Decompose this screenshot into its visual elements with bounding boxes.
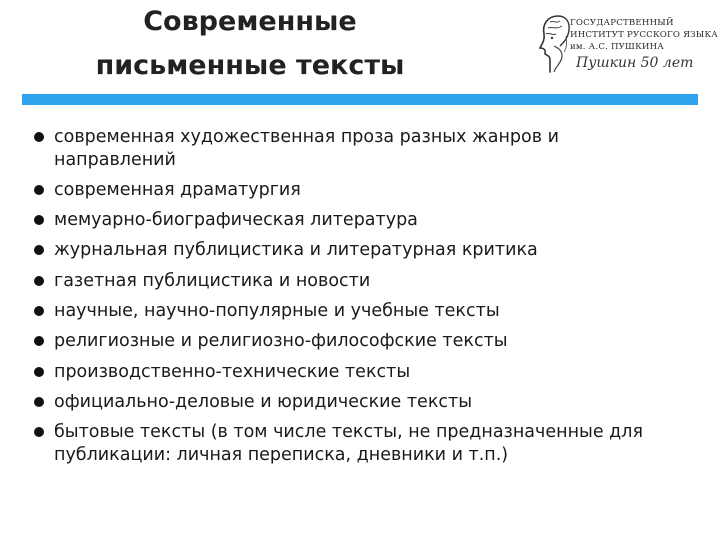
bullet-icon (34, 276, 44, 286)
bullet-list (34, 126, 684, 474)
logo-signature: Пушкин 50 лет (576, 55, 694, 71)
list-item (34, 179, 684, 202)
title-line-2: письменные тексты (95, 50, 405, 81)
logo-line-1: ГОСУДАРСТВЕННЫЙ (570, 18, 674, 28)
list-item (34, 421, 684, 466)
list-item (34, 270, 684, 293)
list-item-text: бытовые тексты (в том числе тексты, не предназначенные для публикации: личная переписка, дневники и т.п.) (54, 422, 643, 465)
bullet-icon (34, 185, 44, 195)
logo-text (570, 17, 718, 53)
bullet-icon (34, 215, 44, 225)
list-item-text: производственно-технические тексты (54, 361, 411, 382)
list-item-text: газетная публицистика и новости (54, 270, 371, 291)
bullet-icon (34, 397, 44, 407)
bullet-icon (34, 367, 44, 377)
list-item-text: журнальная публицистика и литературная критика (54, 240, 538, 261)
logo-line-3: им. А.С. ПУШКИНА (570, 42, 665, 52)
bullet-icon (34, 427, 44, 437)
title-divider (22, 94, 698, 105)
bullet-icon (34, 306, 44, 316)
list-item-text: современная художественная проза разных жанров и направлений (54, 127, 559, 170)
list-item-text: мемуарно-биографическая литература (54, 210, 418, 231)
logo-line-2: ИНСТИТУТ РУССКОГО ЯЗЫКА (570, 30, 719, 40)
list-item (34, 330, 684, 353)
list-item-text: официально-деловые и юридические тексты (54, 391, 473, 412)
list-item (34, 209, 684, 232)
list-item (34, 126, 684, 171)
list-item (34, 391, 684, 414)
list-item (34, 239, 684, 262)
list-item (34, 300, 684, 323)
bullet-icon (34, 336, 44, 346)
list-item-text: научные, научно-популярные и учебные тексты (54, 300, 500, 321)
list-item-text: современная драматургия (54, 179, 301, 200)
slide-title (40, 0, 460, 88)
institute-logo (536, 12, 719, 74)
list-item (34, 361, 684, 384)
title-line-1: Современные (143, 6, 357, 37)
bullet-icon (34, 132, 44, 142)
list-item-text: религиозные и религиозно-философские тексты (54, 331, 508, 352)
bullet-icon (34, 245, 44, 255)
